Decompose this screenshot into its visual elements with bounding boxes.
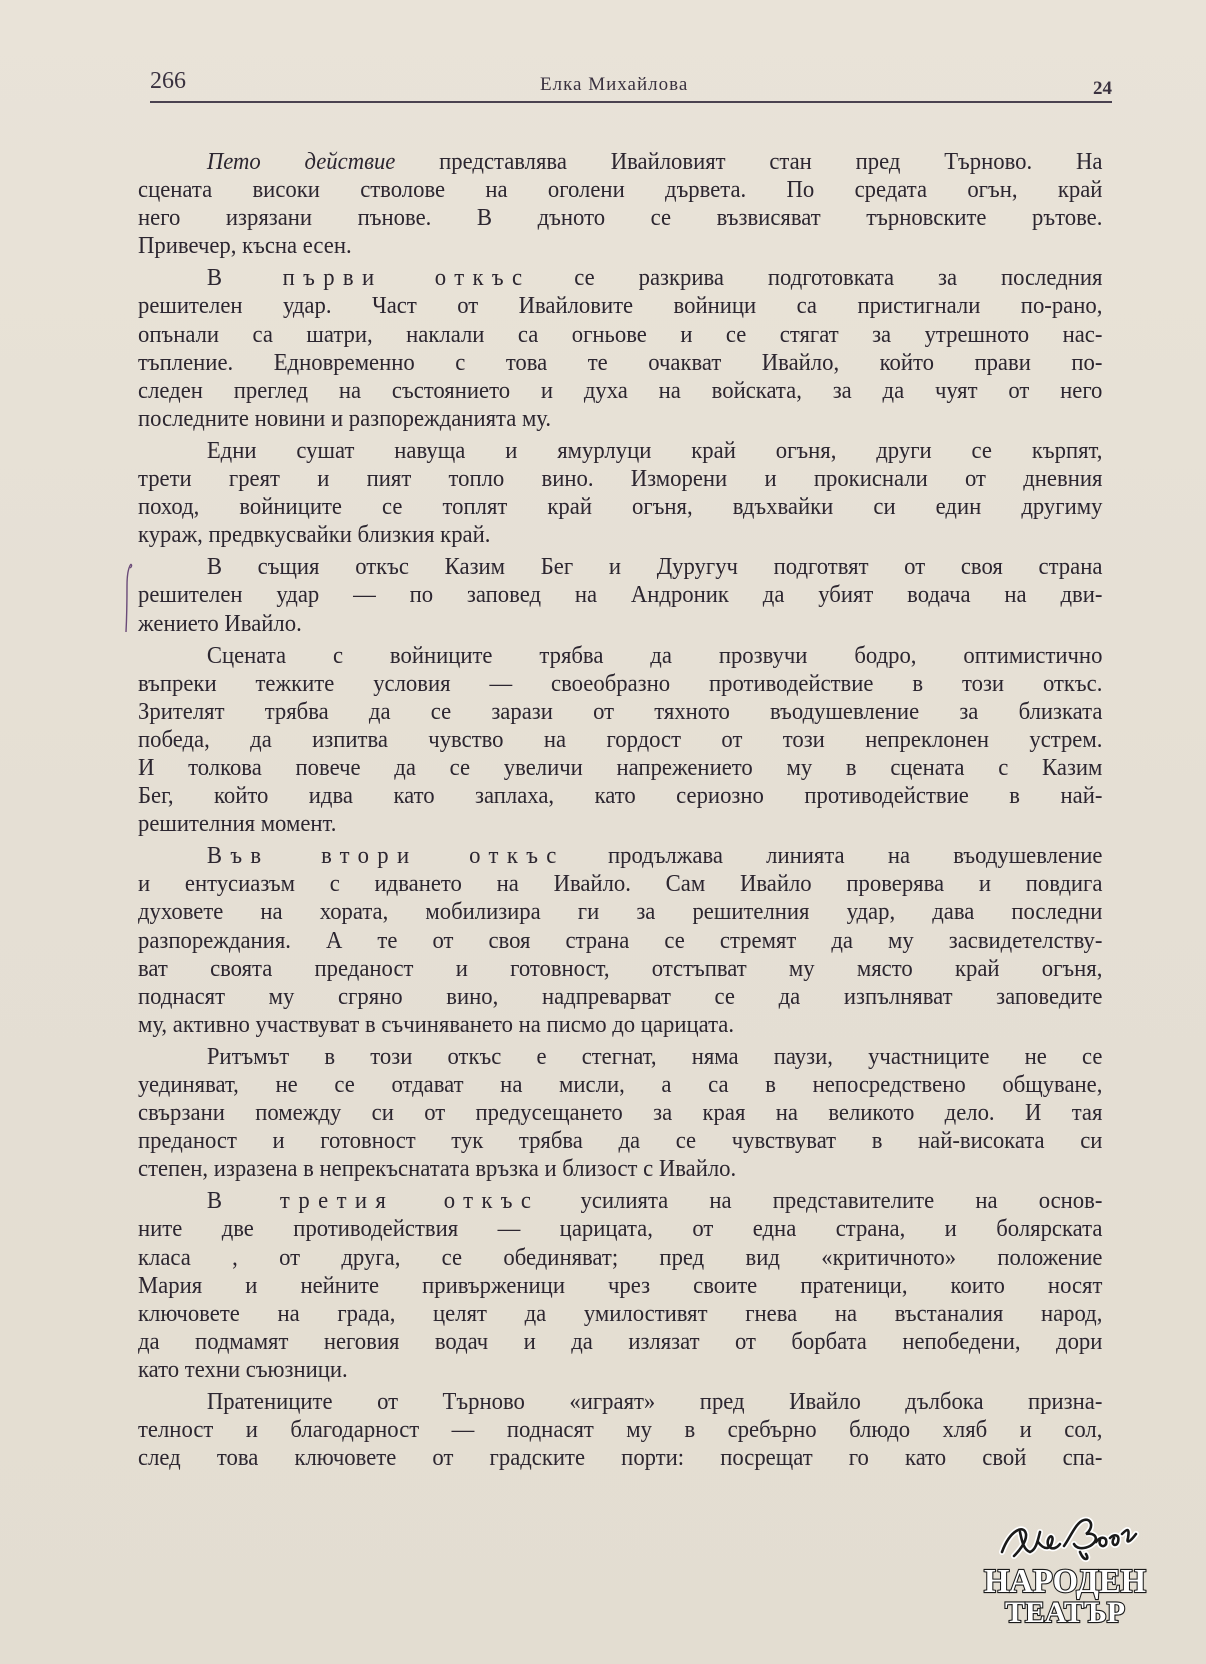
line-text: опънали са шатри, наклали са огньове и се стягат за утрешното нас-: [138, 320, 1103, 348]
line-text: ключовете на града, целят да умилостивят гнева на въстаналия народ,: [138, 1299, 1103, 1327]
text-line: [138, 1388, 1102, 1416]
text-line: [138, 1356, 1102, 1384]
text-line: [138, 642, 1102, 670]
line-text: следен преглед на състоянието и духа на войската, за да чуят от него: [138, 376, 1103, 404]
spaced-lead: В третия откъс: [206, 1187, 540, 1215]
spaced-lead: В първи откъс: [206, 264, 531, 292]
line-text: разпореждания. А те от своя страна се стремят да му засвидетелству-: [138, 926, 1103, 954]
text-line: [138, 1099, 1102, 1127]
text-line: [138, 927, 1102, 955]
text-line: [138, 698, 1102, 726]
text-line: [138, 983, 1102, 1011]
line-text: Пратениците от Търново «играят» пред Ивайло дълбока призна-: [206, 1388, 1103, 1416]
paragraph: [138, 642, 1102, 839]
line-text: се разкрива подготовката за последния: [530, 264, 1103, 292]
line-text: Привечер, късна есен.: [138, 232, 352, 260]
line-text: му, активно участвуват в съчиняването на писмо до царицата.: [138, 1010, 735, 1038]
line-text: продължава линията на въодушевление: [564, 842, 1103, 870]
line-text: последните новини и разпорежданията му.: [138, 404, 552, 432]
page-number: 266: [150, 68, 186, 94]
paragraph: [138, 553, 1102, 637]
line-text: Бег, който идва като заплаха, като сериозно противодействие в най-: [138, 782, 1103, 810]
paragraph: [138, 1187, 1102, 1384]
stamp-line2: ТЕАТЪР: [1005, 1596, 1125, 1629]
line-text: тъпление. Едновременно с това те очакват Ивайло, който прави по-: [138, 348, 1103, 376]
line-text: решителен удар. Част от Ивайловите войници са пристигнали по-рано,: [138, 292, 1103, 320]
line-text: И толкова повече да се увеличи напрежението му в сцената с Казим: [138, 753, 1103, 781]
text-line: [138, 292, 1102, 320]
line-text: представлява Ивайловият стан пред Търново. На: [395, 148, 1103, 175]
signature-icon: [1002, 1520, 1136, 1559]
text-line: [138, 1328, 1102, 1356]
text-line: [138, 377, 1102, 405]
line-text: въпреки тежките условия — своеобразно противодействие в този откъс.: [138, 669, 1103, 697]
line-text: духовете на хората, мобилизира ги за решителния удар, дава последни: [138, 898, 1103, 926]
line-text: трети греят и пият топло вино. Изморени и прокиснали от дневния: [138, 465, 1103, 493]
line-text: решителния момент.: [138, 810, 337, 838]
line-text: Сцената с войниците трябва да прозвучи бодро, оптимистично: [206, 641, 1103, 669]
text-line: [138, 264, 1102, 292]
paragraph: [138, 1388, 1102, 1472]
line-text: уединяват, не се отдават на мисли, а са в непосредствено общуване,: [138, 1071, 1103, 1098]
text-line: [138, 1416, 1102, 1444]
signature-number: 24: [1093, 78, 1112, 99]
line-text: степен, изразена в непрекъснатата връзка и близост с Ивайло.: [138, 1155, 737, 1183]
text-line: [138, 810, 1102, 838]
text-line: [138, 465, 1102, 493]
line-text: след това ключовете от градските порти: посрещат го като свой спа-: [138, 1444, 1103, 1472]
text-line: [138, 754, 1102, 782]
line-text: ните две противодействия — царицата, от една страна, и болярската: [138, 1215, 1103, 1243]
line-text: Мария и нейните привърженици чрез своите пратеници, които носят: [138, 1271, 1103, 1299]
margin-pencil-mark: [124, 562, 134, 636]
line-text: усилията на представителите на основ-: [539, 1187, 1103, 1215]
line-text: Едни сушат навуща и ямурлуци край огъня, други се кърпят,: [206, 436, 1103, 464]
text-line: [138, 782, 1102, 810]
stamp-line1: НАРОДЕН: [984, 1563, 1146, 1600]
line-text: свързани помежду си от предусещането за края на великото дело. И тая: [138, 1099, 1103, 1127]
text-line: [138, 670, 1102, 698]
paragraph: [138, 437, 1102, 549]
running-title: Елка Михайлова: [540, 74, 689, 95]
theatre-stamp-logo: [980, 1512, 1150, 1632]
line-text: и ентусиазъм с идването на Ивайло. Сам Ивайло проверява и повдига: [138, 870, 1103, 898]
line-text: В същия откъс Казим Бег и Дуругуч подготвят от своя страна: [206, 553, 1103, 581]
paragraph: [138, 264, 1102, 433]
text-line: [138, 1272, 1102, 1300]
text-line: [138, 1155, 1102, 1183]
line-text: жението Ивайло.: [138, 609, 302, 637]
text-line: [138, 955, 1102, 983]
text-line: [138, 232, 1102, 260]
line-text: поход, войниците се топлят край огъня, вдъхвайки си един другиму: [138, 493, 1103, 521]
text-line: [138, 1215, 1102, 1243]
text-line: [138, 726, 1102, 754]
line-text: класа , от друга, се обединяват; пред вид «критичното» положение: [138, 1243, 1103, 1271]
text-line: [138, 553, 1102, 581]
text-line: [138, 870, 1102, 898]
line-text: Ритъмът в този откъс е стегнат, няма паузи, участниците не се: [206, 1042, 1103, 1070]
text-line: [138, 148, 1102, 176]
text-line: [138, 1187, 1102, 1215]
text-line: [138, 321, 1102, 349]
text-line: [138, 405, 1102, 433]
paragraph: [138, 842, 1102, 1039]
spaced-lead: Във втори откъс: [206, 842, 565, 870]
text-line: [138, 1043, 1102, 1071]
text-line: [138, 842, 1102, 870]
line-text: преданост и готовност тук трябва да се чувствуват в най-високата си: [138, 1127, 1103, 1155]
italic-lead: Пето действие: [206, 148, 396, 175]
text-line: [138, 349, 1102, 377]
line-text: като техни съюзници.: [138, 1355, 348, 1383]
text-line: [138, 437, 1102, 465]
line-text: кураж, предвкусвайки близкия край.: [138, 521, 491, 549]
text-line: [138, 581, 1102, 609]
line-text: решителен удар — по заповед на Андроник да убият водача на дви-: [138, 581, 1103, 609]
line-text: телност и благодарност — поднасят му в сребърно блюдо хляб и сол,: [138, 1416, 1103, 1444]
line-text: сцената високи стволове на оголени дървета. По средата огън, край: [138, 176, 1103, 204]
text-line: [138, 1244, 1102, 1272]
line-text: да подмамят неговия водач и да излязат от борбата непобедени, дори: [138, 1327, 1103, 1355]
line-text: победа, да изпитва чувство на гордост от този непреклонен устрем.: [138, 725, 1103, 753]
line-text: ват своята преданост и готовност, отстъпват му място край огъня,: [138, 954, 1103, 982]
text-line: [138, 204, 1102, 232]
text-line: [138, 493, 1102, 521]
text-line: [138, 1127, 1102, 1155]
page-header: [150, 64, 1112, 104]
text-line: [138, 898, 1102, 926]
line-text: Зрителят трябва да се зарази от тяхното въодушевление за близката: [138, 697, 1103, 725]
header-rule: [150, 101, 1112, 103]
text-line: [138, 1011, 1102, 1039]
text-line: [138, 1071, 1102, 1099]
text-line: [138, 521, 1102, 549]
paragraph: [138, 148, 1102, 260]
text-line: [138, 1300, 1102, 1328]
text-line: [138, 610, 1102, 638]
line-text: поднасят му сгряно вино, надпреварват се да изпълняват заповедите: [138, 982, 1103, 1010]
text-line: [138, 176, 1102, 204]
body-text: [138, 148, 1102, 1472]
paragraph: [138, 1043, 1102, 1183]
text-line: [138, 1444, 1102, 1472]
line-text: него изрязани пънове. В дъното се възвисяват търновските рътове.: [138, 204, 1103, 232]
